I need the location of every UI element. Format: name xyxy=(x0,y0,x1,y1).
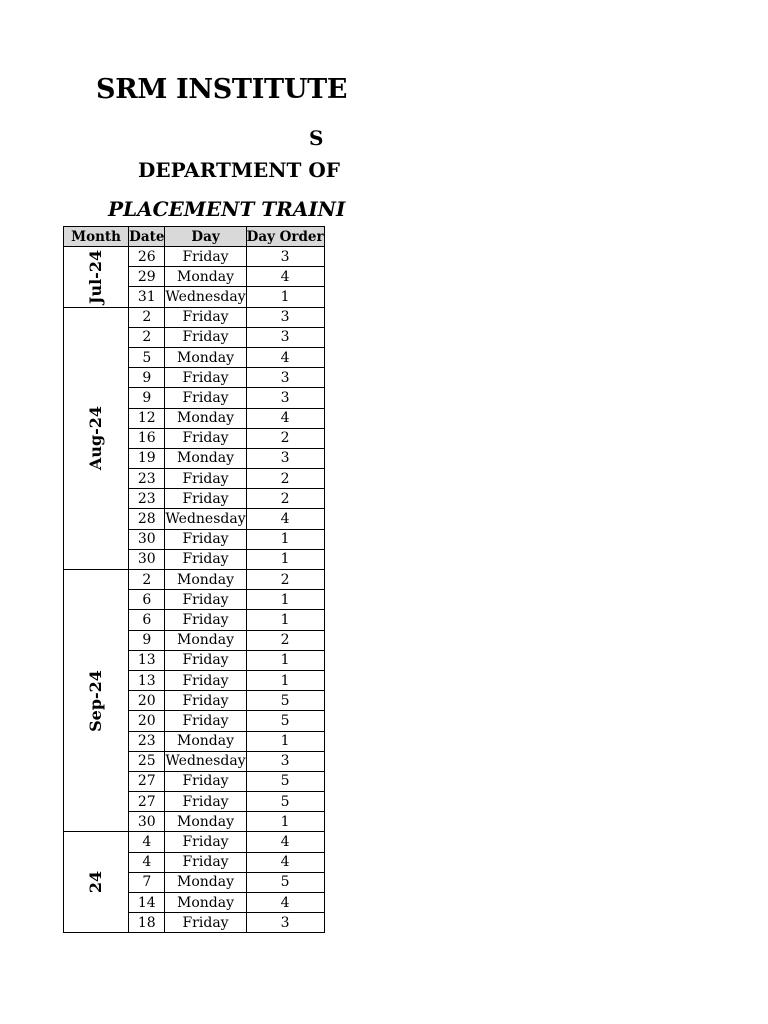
day-order-cell: 1 xyxy=(246,529,324,549)
day-order-cell: 3 xyxy=(246,448,324,468)
day-order-cell: 5 xyxy=(246,792,324,812)
day-order-cell: 3 xyxy=(246,327,324,347)
day-cell: Monday xyxy=(165,347,246,367)
date-cell: 31 xyxy=(129,287,165,307)
date-cell: 30 xyxy=(129,549,165,569)
document-page xyxy=(0,0,348,937)
date-cell: 9 xyxy=(129,630,165,650)
schedule-table xyxy=(63,226,325,933)
date-cell: 23 xyxy=(129,489,165,509)
day-cell: Friday xyxy=(165,852,246,872)
date-cell: 12 xyxy=(129,408,165,428)
day-order-cell: 1 xyxy=(246,590,324,610)
date-cell: 4 xyxy=(129,832,165,852)
day-cell: Monday xyxy=(165,448,246,468)
day-order-cell: 4 xyxy=(246,408,324,428)
date-cell: 27 xyxy=(129,771,165,791)
date-cell: 30 xyxy=(129,812,165,832)
date-cell: 25 xyxy=(129,751,165,771)
day-cell: Friday xyxy=(165,590,246,610)
month-cell xyxy=(64,307,129,569)
day-order-cell: 1 xyxy=(246,549,324,569)
date-cell: 23 xyxy=(129,731,165,751)
month-label: Aug-24 xyxy=(86,406,106,471)
day-order-cell: 2 xyxy=(246,469,324,489)
day-order-cell: 1 xyxy=(246,731,324,751)
column-header-day: Day xyxy=(165,227,246,247)
day-cell: Friday xyxy=(165,610,246,630)
day-cell: Friday xyxy=(165,388,246,408)
day-order-cell: 1 xyxy=(246,287,324,307)
day-cell: Friday xyxy=(165,428,246,448)
day-cell: Friday xyxy=(165,711,246,731)
day-order-cell: 1 xyxy=(246,610,324,630)
schedule-body xyxy=(64,247,325,933)
institute-title: SRM INSTITUTE xyxy=(96,74,348,105)
date-cell: 19 xyxy=(129,448,165,468)
day-cell: Monday xyxy=(165,731,246,751)
month-cell xyxy=(64,832,129,933)
day-cell: Monday xyxy=(165,872,246,892)
table-row xyxy=(64,247,325,267)
date-cell: 14 xyxy=(129,893,165,913)
day-order-cell: 3 xyxy=(246,247,324,267)
day-order-cell: 5 xyxy=(246,771,324,791)
date-cell: 9 xyxy=(129,388,165,408)
date-cell: 9 xyxy=(129,368,165,388)
day-order-cell: 4 xyxy=(246,893,324,913)
day-cell: Friday xyxy=(165,307,246,327)
date-cell: 2 xyxy=(129,307,165,327)
month-cell xyxy=(64,570,129,832)
day-order-cell: 3 xyxy=(246,307,324,327)
day-cell: Friday xyxy=(165,792,246,812)
day-cell: Friday xyxy=(165,368,246,388)
day-order-cell: 4 xyxy=(246,509,324,529)
month-cell xyxy=(64,247,129,308)
day-order-cell: 2 xyxy=(246,428,324,448)
column-header-day-order: Day Order xyxy=(246,228,324,245)
day-cell: Monday xyxy=(165,812,246,832)
day-order-cell: 3 xyxy=(246,368,324,388)
date-cell: 20 xyxy=(129,691,165,711)
day-cell: Friday xyxy=(165,489,246,509)
day-order-cell: 4 xyxy=(246,267,324,287)
day-cell: Monday xyxy=(165,408,246,428)
day-cell: Wednesday xyxy=(165,751,246,771)
date-cell: 30 xyxy=(129,529,165,549)
day-order-cell: 1 xyxy=(246,812,324,832)
department-title: DEPARTMENT OF xyxy=(138,158,340,182)
table-row xyxy=(64,832,325,852)
day-cell: Monday xyxy=(165,893,246,913)
date-cell: 6 xyxy=(129,590,165,610)
day-cell: Friday xyxy=(165,771,246,791)
day-order-cell: 3 xyxy=(246,913,324,933)
day-cell: Friday xyxy=(165,247,246,267)
day-cell: Friday xyxy=(165,529,246,549)
day-cell: Friday xyxy=(165,650,246,670)
day-order-cell: 5 xyxy=(246,691,324,711)
training-title: PLACEMENT TRAINI xyxy=(108,197,346,221)
date-cell: 16 xyxy=(129,428,165,448)
day-cell: Friday xyxy=(165,832,246,852)
date-cell: 26 xyxy=(129,247,165,267)
day-order-cell: 2 xyxy=(246,570,324,590)
date-cell: 2 xyxy=(129,327,165,347)
table-row xyxy=(64,307,325,327)
day-order-cell: 4 xyxy=(246,347,324,367)
day-cell: Friday xyxy=(165,549,246,569)
day-cell: Friday xyxy=(165,670,246,690)
table-header-row xyxy=(64,227,325,247)
day-order-cell: 2 xyxy=(246,489,324,509)
date-cell: 7 xyxy=(129,872,165,892)
day-order-cell: 5 xyxy=(246,872,324,892)
column-header-date: Date xyxy=(129,228,165,245)
day-cell: Friday xyxy=(165,913,246,933)
date-cell: 4 xyxy=(129,852,165,872)
date-cell: 27 xyxy=(129,792,165,812)
date-cell: 13 xyxy=(129,650,165,670)
month-label: Sep-24 xyxy=(86,669,106,732)
day-order-cell: 2 xyxy=(246,630,324,650)
date-cell: 5 xyxy=(129,347,165,367)
column-header-month: Month xyxy=(64,227,129,247)
day-order-cell: 5 xyxy=(246,711,324,731)
day-order-cell: 4 xyxy=(246,832,324,852)
day-order-cell: 4 xyxy=(246,852,324,872)
date-cell: 6 xyxy=(129,610,165,630)
date-cell: 2 xyxy=(129,570,165,590)
day-order-cell: 3 xyxy=(246,388,324,408)
table-row xyxy=(64,570,325,590)
month-label: 24 xyxy=(86,871,106,894)
date-cell: 28 xyxy=(129,509,165,529)
day-order-cell: 1 xyxy=(246,670,324,690)
date-cell: 20 xyxy=(129,711,165,731)
day-cell: Monday xyxy=(165,267,246,287)
date-cell: 18 xyxy=(129,913,165,933)
day-cell: Wednesday xyxy=(165,509,246,529)
day-order-cell: 1 xyxy=(246,650,324,670)
day-cell: Monday xyxy=(165,570,246,590)
month-label: Jul-24 xyxy=(86,249,106,304)
day-cell: Monday xyxy=(165,630,246,650)
date-cell: 13 xyxy=(129,670,165,690)
date-cell: 29 xyxy=(129,267,165,287)
day-cell: Friday xyxy=(165,469,246,489)
date-cell: 23 xyxy=(129,469,165,489)
day-cell: Friday xyxy=(165,691,246,711)
day-cell: Friday xyxy=(165,327,246,347)
subtitle-fragment: S xyxy=(309,126,324,150)
day-order-cell: 3 xyxy=(246,751,324,771)
day-cell: Wednesday xyxy=(165,287,246,307)
